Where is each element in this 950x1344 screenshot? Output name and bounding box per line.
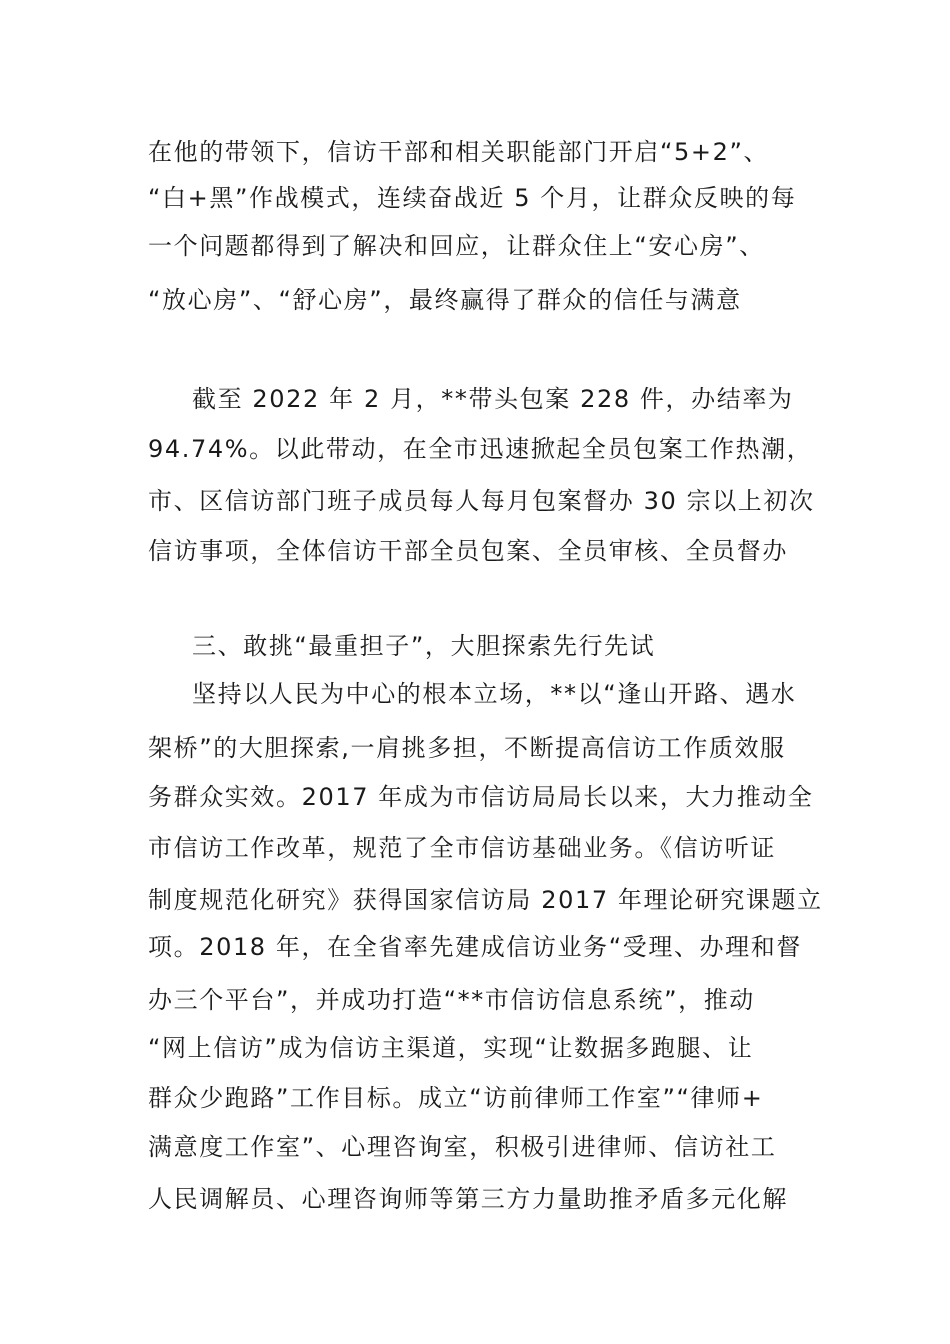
- paragraph1-line-2: “白+黑”作战模式，连续奋战近 5 个月，让群众反映的每: [148, 184, 797, 212]
- paragraph2-line-4: 信访事项，全体信访干部全员包案、全员审核、全员督办: [148, 537, 788, 565]
- paragraph2-line-3: 市、区信访部门班子成员每人每月包案督办 30 宗以上初次: [148, 487, 815, 515]
- paragraph3-line-9: 群众少跑路”工作目标。成立“访前律师工作室”“律师+: [148, 1084, 764, 1112]
- section-heading: 三、敢挑“最重担子”，大胆探索先行先试: [192, 632, 656, 660]
- paragraph3-line-1: 坚持以人民为中心的根本立场，**以“逢山开路、遇水: [192, 680, 797, 708]
- paragraph3-line-4: 市信访工作改革，规范了全市信访基础业务。《信访听证: [148, 834, 776, 862]
- paragraph3-line-3: 务群众实效。2017 年成为市信访局局长以来，大力推动全: [148, 783, 814, 811]
- paragraph1-line-4: “放心房”、“舒心房”，最终赢得了群众的信任与满意: [148, 286, 742, 314]
- paragraph1-line-3: 一个问题都得到了解决和回应，让群众住上“安心房”、: [148, 232, 765, 260]
- paragraph3-line-8: “网上信访”成为信访主渠道，实现“让数据多跑腿、让: [148, 1034, 754, 1062]
- paragraph3-line-6: 项。2018 年，在全省率先建成信访业务“受理、办理和督: [148, 933, 802, 961]
- paragraph2-line-1: 截至 2022 年 2 月，**带头包案 228 件，办结率为: [192, 385, 794, 413]
- paragraph3-line-5: 制度规范化研究》获得国家信访局 2017 年理论研究课题立: [148, 886, 823, 914]
- paragraph3-line-11: 人民调解员、心理咨询师等第三方力量助推矛盾多元化解: [148, 1185, 788, 1213]
- paragraph3-line-7: 办三个平台”，并成功打造“**市信访信息系统”，推动: [148, 986, 755, 1014]
- paragraph2-line-2: 94.74%。以此带动，在全市迅速掀起全员包案工作热潮，: [148, 435, 813, 463]
- paragraph1-line-1: 在他的带领下，信访干部和相关职能部门开启“5+2”、: [148, 138, 770, 166]
- paragraph3-line-10: 满意度工作室”、心理咨询室，积极引进律师、信访社工: [148, 1133, 777, 1161]
- paragraph3-line-2: 架桥”的大胆探索,一肩挑多担，不断提高信访工作质效服: [148, 734, 786, 762]
